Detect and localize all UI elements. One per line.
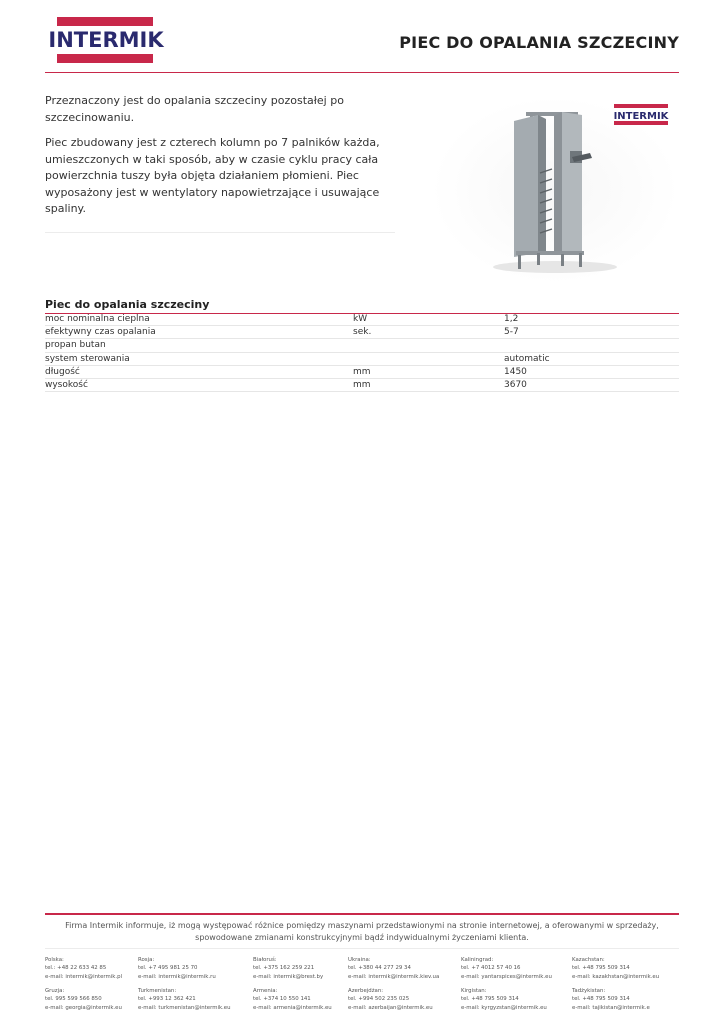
spec-name: system sterowania — [45, 352, 353, 365]
spec-value — [504, 339, 679, 352]
spec-value: 5-7 — [504, 326, 679, 339]
product-image — [430, 95, 680, 285]
intermik-logo — [45, 16, 167, 64]
spec-value: automatic — [504, 352, 679, 365]
svg-text:INTERMIK: INTERMIK — [48, 28, 164, 52]
contact-country: Azerbejdżan: — [348, 988, 384, 994]
spec-unit — [353, 352, 504, 365]
contact-country: Tadżykistan: — [572, 988, 606, 994]
svg-text:INTERMIK: INTERMIK — [613, 111, 669, 122]
contact-block — [348, 987, 439, 1018]
contacts-column — [572, 956, 659, 1018]
contacts-column — [348, 956, 439, 1018]
contact-country: Turkmenistan: — [138, 988, 177, 994]
contact-phone: tel. +993 12 362 421 — [138, 996, 196, 1003]
contact-block — [461, 956, 552, 987]
contact-phone: tel.: +48 22 633 42 85 — [45, 965, 107, 972]
spec-name: długość — [45, 365, 353, 378]
contact-phone: tel. +48 795 509 314 — [572, 996, 630, 1003]
specs-title: Piec do opalania szczeciny — [45, 298, 210, 311]
spec-unit: kW — [353, 313, 504, 326]
contact-email: e-mail: kazakhstan@intermik.eu — [572, 973, 660, 980]
contact-phone: tel. +380 44 277 29 34 — [348, 965, 411, 972]
contact-block — [461, 987, 552, 1018]
spec-value: 1450 — [504, 365, 679, 378]
description-paragraph: Przeznaczony jest do opalania szczeciny pozostałej po szczecinowaniu. — [45, 94, 344, 124]
product-description — [45, 93, 395, 227]
contact-phone: tel. +7 495 981 25 70 — [138, 965, 198, 972]
contact-block — [138, 987, 231, 1018]
contacts-column — [138, 956, 231, 1018]
specs-table — [45, 313, 679, 392]
contact-phone: tel. +48 795 509 314 — [461, 996, 519, 1003]
description-paragraph: Piec zbudowany jest z czterech kolumn po 7 palników każda, umieszczonych w taki sposób, aby w czasie cyklu pracy cała powierzchnia tuszy była objęta działaniem płomieni. Piec wyposażony jest w wentylatory napowietrzające i usuwające spaliny. — [45, 136, 380, 215]
contact-email: e-mail: turkmenistan@intermik.eu — [138, 1004, 231, 1011]
contacts-column — [253, 956, 332, 1018]
contact-country: Ukraina: — [348, 957, 371, 963]
contact-phone: tel. +48 795 509 314 — [572, 965, 630, 972]
spec-unit — [353, 339, 504, 352]
contact-phone: tel. +994 502 235 025 — [348, 996, 410, 1003]
contact-phone: tel. 995 599 566 850 — [45, 996, 102, 1003]
description-divider — [45, 232, 395, 233]
contact-block — [45, 956, 122, 987]
table-row — [45, 365, 679, 378]
contacts-column — [461, 956, 552, 1018]
spec-name: propan butan — [45, 339, 353, 352]
table-row — [45, 313, 679, 326]
singeing-oven-drawing — [430, 95, 680, 285]
contact-email: e-mail: armenia@intermik.eu — [253, 1004, 332, 1011]
table-row — [45, 378, 679, 391]
contacts-divider — [45, 948, 679, 949]
contact-email: e-mail: azerbaijan@intermik.eu — [348, 1004, 433, 1011]
contact-block — [138, 956, 231, 987]
contact-block — [348, 956, 439, 987]
spec-name: moc nominalna cieplna — [45, 313, 353, 326]
contacts-column — [45, 956, 122, 1018]
contact-country: Polska: — [45, 957, 64, 963]
contact-block — [572, 956, 659, 987]
spec-unit: mm — [353, 365, 504, 378]
contact-email: e-mail: intermik@brest.by — [253, 973, 324, 980]
spec-value: 3670 — [504, 378, 679, 391]
contact-email: e-mail: intermik@intermik.ru — [138, 973, 216, 980]
contact-phone: tel. +7 4012 57 40 16 — [461, 965, 521, 972]
contact-email: e-mail: kyrgyzstan@intermik.eu — [461, 1004, 547, 1011]
spec-unit: sek. — [353, 326, 504, 339]
contact-country: Kazachstan: — [572, 957, 605, 963]
contact-block — [253, 956, 332, 987]
contact-block — [253, 987, 332, 1018]
contact-email: e-mail: intermik@intermik.kiev.ua — [348, 973, 440, 980]
contact-country: Rosja: — [138, 957, 155, 963]
contact-country: Kirgistan: — [461, 988, 487, 994]
contact-country: Gruzja: — [45, 988, 65, 994]
contact-phone: tel. +375 162 259 221 — [253, 965, 315, 972]
contact-email: e-mail: intermik@intermik.pl — [45, 973, 123, 980]
contact-block — [572, 987, 659, 1018]
spec-name: wysokość — [45, 378, 353, 391]
footer-divider — [45, 913, 679, 915]
page-title: PIEC DO OPALANIA SZCZECINY — [399, 33, 679, 52]
contact-email: e-mail: tajikistan@intermik.e — [572, 1004, 650, 1011]
contact-phone: tel. +374 10 550 141 — [253, 996, 311, 1003]
page-header — [45, 16, 679, 73]
contact-email: e-mail: yantarspices@intermik.eu — [461, 973, 552, 980]
footer-disclaimer: Firma Intermik informuje, iż mogą występować różnice pomiędzy maszynami przedstawionymi na stronie internetowej, a oferowanymi w sprzedaży, spowodowane zmianami konstrukcyjnymi bądź indywidualnymi życzeniami klienta. — [65, 921, 659, 942]
table-row — [45, 352, 679, 365]
spec-name: efektywny czas opalania — [45, 326, 353, 339]
contact-country: Białoruś: — [253, 957, 277, 963]
contact-block — [45, 987, 122, 1018]
contact-email: e-mail: georgia@intermik.eu — [45, 1004, 122, 1011]
spec-value: 1,2 — [504, 313, 679, 326]
table-row — [45, 339, 679, 352]
contact-country: Armenia: — [253, 988, 278, 994]
spec-unit: mm — [353, 378, 504, 391]
contact-country: Kaliningrad: — [461, 957, 494, 963]
table-row — [45, 326, 679, 339]
